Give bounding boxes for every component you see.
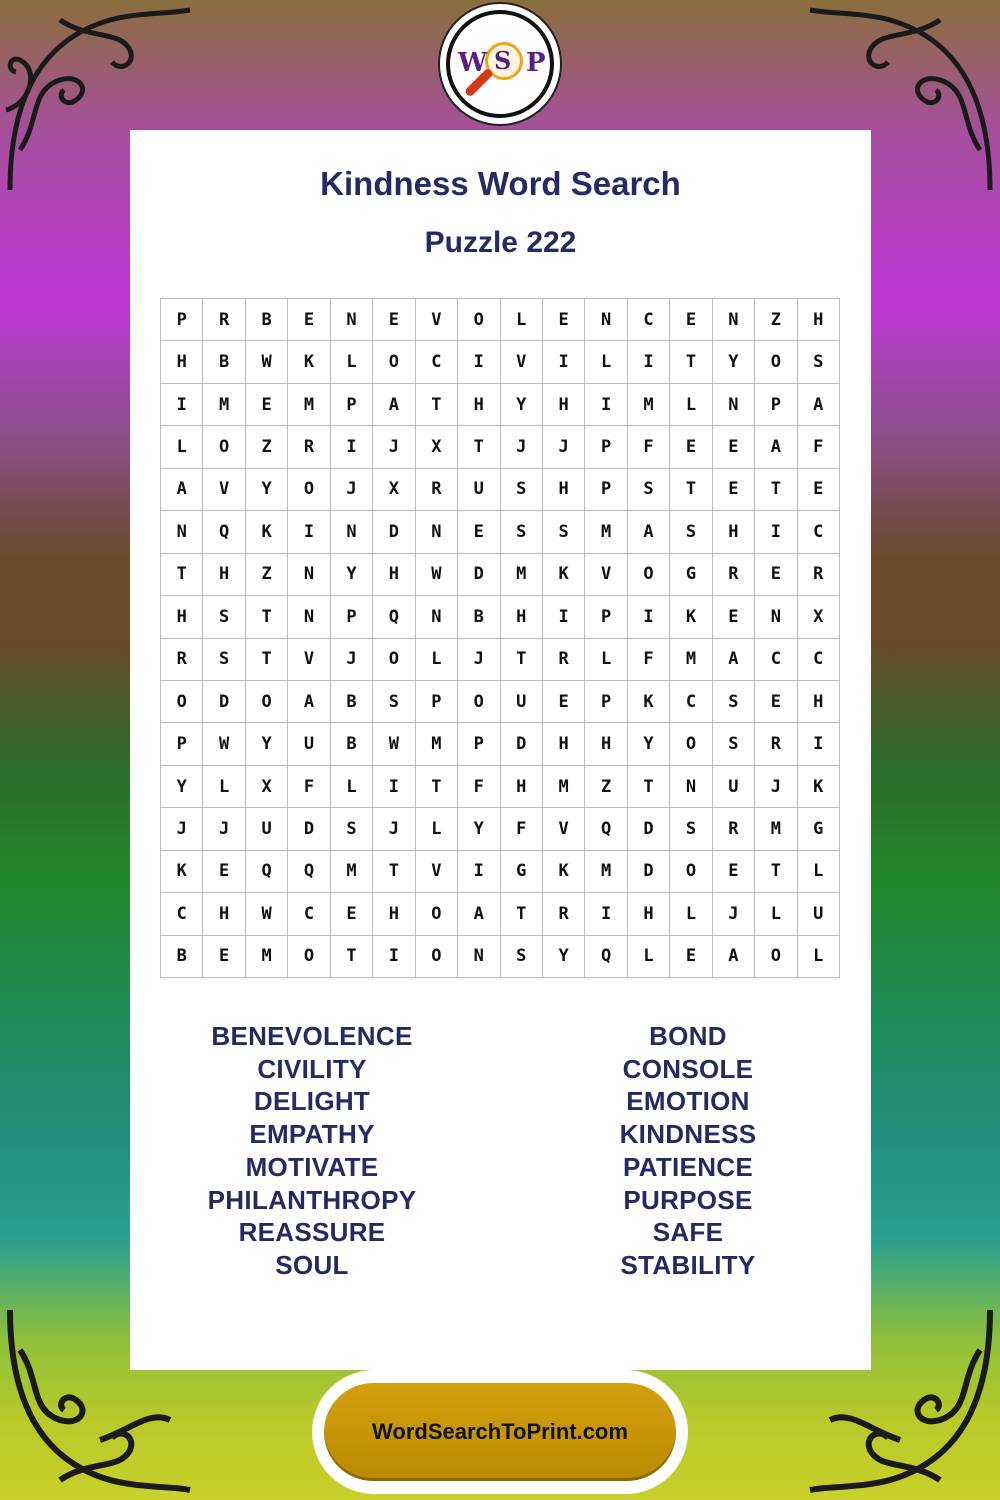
grid-cell[interactable]: R [713, 808, 755, 850]
grid-cell[interactable]: L [670, 384, 712, 426]
grid-cell[interactable]: E [798, 469, 840, 511]
grid-cell[interactable]: L [501, 299, 543, 341]
grid-cell[interactable]: P [755, 384, 797, 426]
grid-cell[interactable]: N [670, 766, 712, 808]
grid-cell[interactable]: E [203, 936, 245, 978]
grid-cell[interactable]: J [543, 426, 585, 468]
grid-cell[interactable]: F [458, 766, 500, 808]
grid-cell[interactable]: C [755, 639, 797, 681]
grid-cell[interactable]: O [288, 469, 330, 511]
grid-cell[interactable]: X [416, 426, 458, 468]
grid-cell[interactable]: Y [713, 341, 755, 383]
grid-cell[interactable]: S [543, 511, 585, 553]
grid-cell[interactable]: V [288, 639, 330, 681]
logo-letter: P [526, 48, 546, 78]
grid-cell[interactable]: H [543, 384, 585, 426]
grid-cell[interactable]: L [331, 341, 373, 383]
grid-cell[interactable]: H [798, 681, 840, 723]
grid-cell[interactable]: S [628, 469, 670, 511]
grid-cell[interactable]: L [203, 766, 245, 808]
grid-cell[interactable]: B [331, 681, 373, 723]
grid-cell[interactable]: Y [246, 469, 288, 511]
grid-cell[interactable]: L [585, 341, 627, 383]
grid-cell[interactable]: O [373, 639, 415, 681]
word-list-item: MOTIVATE [245, 1151, 379, 1182]
grid-cell[interactable]: K [288, 341, 330, 383]
grid-cell[interactable]: I [543, 341, 585, 383]
grid-cell[interactable]: Y [161, 766, 203, 808]
grid-cell[interactable]: P [161, 723, 203, 765]
grid-cell[interactable]: O [670, 851, 712, 893]
grid-cell[interactable]: F [501, 808, 543, 850]
grid-cell[interactable]: E [246, 384, 288, 426]
grid-cell[interactable]: B [246, 299, 288, 341]
word-list-item: SOUL [275, 1249, 349, 1280]
grid-cell[interactable]: S [331, 808, 373, 850]
grid-cell[interactable]: I [585, 384, 627, 426]
grid-cell[interactable]: M [416, 723, 458, 765]
grid-cell[interactable]: X [798, 596, 840, 638]
grid-cell[interactable]: E [203, 851, 245, 893]
grid-cell[interactable]: I [288, 511, 330, 553]
grid-cell[interactable]: I [161, 384, 203, 426]
grid-cell[interactable]: N [331, 299, 373, 341]
grid-cell[interactable]: R [203, 299, 245, 341]
grid-cell[interactable]: D [628, 808, 670, 850]
grid-cell[interactable]: E [373, 299, 415, 341]
grid-cell[interactable]: W [246, 893, 288, 935]
grid-cell[interactable]: R [543, 893, 585, 935]
grid-cell[interactable]: W [373, 723, 415, 765]
grid-cell[interactable]: H [585, 723, 627, 765]
grid-cell[interactable]: R [713, 554, 755, 596]
grid-cell[interactable]: U [713, 766, 755, 808]
grid-cell[interactable]: C [416, 341, 458, 383]
grid-cell[interactable]: E [713, 469, 755, 511]
grid-cell[interactable]: M [543, 766, 585, 808]
grid-cell[interactable]: K [628, 681, 670, 723]
grid-cell[interactable]: O [416, 936, 458, 978]
grid-cell[interactable]: K [670, 596, 712, 638]
grid-cell[interactable]: L [798, 936, 840, 978]
grid-cell[interactable]: Z [585, 766, 627, 808]
grid-cell[interactable]: U [501, 681, 543, 723]
grid-cell[interactable]: S [203, 639, 245, 681]
grid-cell[interactable]: I [798, 723, 840, 765]
grid-cell[interactable]: A [288, 681, 330, 723]
grid-cell[interactable]: H [628, 893, 670, 935]
grid-cell[interactable]: I [458, 851, 500, 893]
grid-cell[interactable]: P [458, 723, 500, 765]
grid-cell[interactable]: N [755, 596, 797, 638]
grid-cell[interactable]: U [246, 808, 288, 850]
grid-cell[interactable]: R [798, 554, 840, 596]
grid-cell[interactable]: Y [501, 384, 543, 426]
grid-cell[interactable]: K [161, 851, 203, 893]
grid-cell[interactable]: O [755, 936, 797, 978]
grid-cell[interactable]: U [458, 469, 500, 511]
grid-cell[interactable]: H [798, 299, 840, 341]
grid-cell[interactable]: S [501, 469, 543, 511]
grid-cell[interactable]: H [373, 893, 415, 935]
grid-cell[interactable]: H [501, 766, 543, 808]
grid-cell[interactable]: E [543, 681, 585, 723]
grid-cell[interactable]: W [416, 554, 458, 596]
grid-cell[interactable]: D [373, 511, 415, 553]
grid-cell[interactable]: T [501, 639, 543, 681]
grid-cell[interactable]: N [416, 511, 458, 553]
grid-cell[interactable]: A [798, 384, 840, 426]
grid-cell[interactable]: M [628, 384, 670, 426]
grid-cell[interactable]: E [713, 426, 755, 468]
grid-cell[interactable]: L [798, 851, 840, 893]
grid-cell[interactable]: X [373, 469, 415, 511]
grid-cell[interactable]: L [585, 639, 627, 681]
grid-cell[interactable]: K [543, 851, 585, 893]
grid-cell[interactable]: M [501, 554, 543, 596]
grid-cell[interactable]: Z [755, 299, 797, 341]
grid-cell[interactable]: E [713, 596, 755, 638]
word-list-right [528, 1020, 848, 1282]
grid-cell[interactable]: A [755, 426, 797, 468]
word-list-item: CONSOLE [622, 1053, 754, 1084]
grid-cell[interactable]: J [755, 766, 797, 808]
grid-cell[interactable]: Y [246, 723, 288, 765]
grid-cell[interactable]: T [161, 554, 203, 596]
grid-cell[interactable]: T [755, 851, 797, 893]
grid-cell[interactable]: Y [331, 554, 373, 596]
grid-cell[interactable]: G [501, 851, 543, 893]
grid-cell[interactable]: T [755, 469, 797, 511]
grid-cell[interactable]: H [373, 554, 415, 596]
grid-cell[interactable]: N [416, 596, 458, 638]
grid-cell[interactable]: H [543, 469, 585, 511]
grid-cell[interactable]: T [458, 426, 500, 468]
grid-cell[interactable]: P [585, 681, 627, 723]
grid-cell[interactable]: A [713, 936, 755, 978]
grid-cell[interactable]: J [373, 426, 415, 468]
grid-cell[interactable]: O [246, 681, 288, 723]
grid-cell[interactable]: N [713, 299, 755, 341]
grid-cell[interactable]: C [798, 511, 840, 553]
word-list-left [152, 1020, 472, 1282]
grid-cell[interactable]: M [331, 851, 373, 893]
grid-cell[interactable]: I [373, 766, 415, 808]
grid-cell[interactable]: T [501, 893, 543, 935]
wsp-logo[interactable] [438, 2, 562, 126]
word-list-item: PATIENCE [622, 1151, 753, 1182]
grid-cell[interactable]: H [203, 893, 245, 935]
grid-cell[interactable]: S [713, 681, 755, 723]
grid-cell[interactable]: J [713, 893, 755, 935]
grid-cell[interactable]: R [161, 639, 203, 681]
grid-cell[interactable]: H [543, 723, 585, 765]
grid-cell[interactable]: T [246, 596, 288, 638]
word-list-item: BOND [649, 1021, 727, 1051]
grid-cell[interactable]: F [798, 426, 840, 468]
grid-cell[interactable]: N [331, 511, 373, 553]
grid-cell[interactable]: L [755, 893, 797, 935]
grid-cell[interactable]: I [543, 596, 585, 638]
grid-cell[interactable]: A [713, 639, 755, 681]
logo-letter: S [494, 46, 512, 75]
grid-cell[interactable]: L [161, 426, 203, 468]
grid-cell[interactable]: I [585, 893, 627, 935]
grid-cell[interactable]: T [416, 766, 458, 808]
grid-cell[interactable]: C [628, 299, 670, 341]
grid-cell[interactable]: K [798, 766, 840, 808]
grid-cell[interactable]: O [755, 341, 797, 383]
grid-cell[interactable]: R [755, 723, 797, 765]
word-list-item: KINDNESS [619, 1119, 757, 1150]
grid-cell[interactable]: H [713, 511, 755, 553]
grid-cell[interactable]: L [670, 893, 712, 935]
grid-cell[interactable]: J [331, 639, 373, 681]
grid-cell[interactable]: E [755, 681, 797, 723]
grid-cell[interactable]: O [161, 681, 203, 723]
word-list-item: CIVILITY [257, 1053, 367, 1084]
grid-cell[interactable]: N [458, 936, 500, 978]
grid-cell[interactable]: M [755, 808, 797, 850]
grid-cell[interactable]: P [585, 426, 627, 468]
grid-cell[interactable]: S [670, 511, 712, 553]
grid-cell[interactable]: V [416, 299, 458, 341]
grid-cell[interactable]: Q [203, 511, 245, 553]
grid-cell[interactable]: Q [288, 851, 330, 893]
grid-cell[interactable]: H [501, 596, 543, 638]
grid-cell[interactable]: C [670, 681, 712, 723]
grid-cell[interactable]: B [458, 596, 500, 638]
grid-cell[interactable]: V [543, 808, 585, 850]
page-title: Kindness Word Search [320, 165, 681, 202]
grid-cell[interactable]: V [203, 469, 245, 511]
grid-cell[interactable]: C [798, 639, 840, 681]
grid-cell[interactable]: H [203, 554, 245, 596]
grid-cell[interactable]: D [203, 681, 245, 723]
grid-cell[interactable]: S [670, 808, 712, 850]
grid-cell[interactable]: W [246, 341, 288, 383]
grid-cell[interactable]: D [501, 723, 543, 765]
word-list-item: SAFE [652, 1217, 724, 1248]
grid-cell[interactable]: O [416, 893, 458, 935]
grid-cell[interactable]: Z [246, 426, 288, 468]
grid-cell[interactable]: T [331, 936, 373, 978]
grid-cell[interactable]: L [416, 639, 458, 681]
grid-cell[interactable]: I [458, 341, 500, 383]
grid-cell[interactable]: O [628, 554, 670, 596]
puzzle-number: Puzzle 222 [424, 226, 577, 259]
grid-cell[interactable]: E [543, 299, 585, 341]
grid-cell[interactable]: K [246, 511, 288, 553]
grid-cell[interactable]: S [501, 511, 543, 553]
grid-cell[interactable]: I [628, 341, 670, 383]
grid-cell[interactable]: N [288, 596, 330, 638]
grid-cell[interactable]: A [373, 384, 415, 426]
grid-cell[interactable]: M [585, 851, 627, 893]
grid-cell[interactable]: O [288, 936, 330, 978]
grid-cell[interactable]: J [501, 426, 543, 468]
grid-cell[interactable]: D [628, 851, 670, 893]
grid-cell[interactable]: Y [543, 936, 585, 978]
grid-cell[interactable]: D [288, 808, 330, 850]
grid-cell[interactable]: V [585, 554, 627, 596]
grid-cell[interactable]: J [458, 639, 500, 681]
grid-cell[interactable]: Q [246, 851, 288, 893]
grid-cell[interactable]: M [585, 511, 627, 553]
grid-cell[interactable]: M [203, 384, 245, 426]
grid-cell[interactable]: I [755, 511, 797, 553]
grid-cell[interactable]: H [161, 341, 203, 383]
grid-cell[interactable]: S [373, 681, 415, 723]
grid-cell[interactable]: H [161, 596, 203, 638]
grid-cell[interactable]: P [585, 596, 627, 638]
grid-cell[interactable]: O [203, 426, 245, 468]
grid-cell[interactable]: E [713, 851, 755, 893]
grid-cell[interactable]: T [670, 341, 712, 383]
grid-cell[interactable]: Q [585, 936, 627, 978]
grid-cell[interactable]: N [288, 554, 330, 596]
grid-cell[interactable]: E [458, 511, 500, 553]
grid-cell[interactable]: S [501, 936, 543, 978]
grid-cell[interactable]: I [373, 936, 415, 978]
grid-cell[interactable]: U [798, 893, 840, 935]
grid-cell[interactable]: S [798, 341, 840, 383]
word-list-item: EMOTION [626, 1086, 750, 1117]
grid-cell[interactable]: T [628, 766, 670, 808]
logo-letter: W [458, 48, 488, 78]
grid-cell[interactable]: G [798, 808, 840, 850]
grid-cell[interactable]: A [161, 469, 203, 511]
grid-cell[interactable]: K [543, 554, 585, 596]
grid-cell[interactable]: E [755, 554, 797, 596]
grid-cell[interactable]: O [458, 299, 500, 341]
grid-cell[interactable]: L [331, 766, 373, 808]
grid-cell[interactable]: J [373, 808, 415, 850]
grid-cell[interactable]: V [501, 341, 543, 383]
grid-cell[interactable]: F [628, 639, 670, 681]
word-list-item: EMPATHY [249, 1119, 375, 1150]
grid-cell[interactable]: E [670, 936, 712, 978]
grid-cell[interactable]: D [458, 554, 500, 596]
grid-cell[interactable]: T [416, 384, 458, 426]
grid-cell[interactable]: T [670, 469, 712, 511]
grid-cell[interactable]: E [670, 299, 712, 341]
grid-cell[interactable]: I [628, 596, 670, 638]
grid-cell[interactable]: N [161, 511, 203, 553]
grid-cell[interactable]: B [161, 936, 203, 978]
grid-cell[interactable]: F [288, 766, 330, 808]
grid-cell[interactable]: J [331, 469, 373, 511]
site-link-button[interactable]: WordSearchToPrint.com [324, 1383, 676, 1481]
grid-cell[interactable]: N [713, 384, 755, 426]
grid-cell[interactable]: Z [246, 554, 288, 596]
grid-cell[interactable]: N [585, 299, 627, 341]
word-list-item: REASSURE [238, 1217, 386, 1248]
grid-cell[interactable]: H [458, 384, 500, 426]
grid-cell[interactable]: P [161, 299, 203, 341]
grid-cell[interactable]: Q [373, 596, 415, 638]
grid-cell[interactable]: P [416, 681, 458, 723]
grid-cell[interactable]: R [288, 426, 330, 468]
grid-cell[interactable]: O [373, 341, 415, 383]
grid-cell[interactable]: O [670, 723, 712, 765]
word-list-item: PURPOSE [623, 1184, 753, 1215]
grid-cell[interactable]: E [288, 299, 330, 341]
grid-cell[interactable]: G [670, 554, 712, 596]
grid-cell[interactable]: J [203, 808, 245, 850]
grid-cell[interactable]: W [203, 723, 245, 765]
grid-cell[interactable]: O [458, 681, 500, 723]
grid-cell[interactable]: T [373, 851, 415, 893]
grid-cell[interactable]: Y [458, 808, 500, 850]
grid-cell[interactable]: C [161, 893, 203, 935]
grid-cell[interactable]: Y [628, 723, 670, 765]
grid-cell[interactable]: U [288, 723, 330, 765]
grid-cell[interactable]: R [416, 469, 458, 511]
grid-cell[interactable]: X [246, 766, 288, 808]
grid-cell[interactable]: E [670, 426, 712, 468]
word-list-item: BENEVOLENCE [211, 1021, 413, 1051]
grid-cell[interactable]: A [458, 893, 500, 935]
grid-cell[interactable]: P [585, 469, 627, 511]
grid-cell[interactable]: P [331, 384, 373, 426]
grid-cell[interactable]: B [203, 341, 245, 383]
grid-cell[interactable]: L [628, 936, 670, 978]
grid-cell[interactable]: V [416, 851, 458, 893]
grid-cell[interactable]: C [288, 893, 330, 935]
grid-cell[interactable]: A [628, 511, 670, 553]
grid-cell[interactable]: S [713, 723, 755, 765]
word-list-item: PHILANTHROPY [207, 1184, 417, 1215]
grid-cell[interactable]: T [246, 639, 288, 681]
letter-grid [160, 298, 840, 978]
grid-cell[interactable]: R [543, 639, 585, 681]
grid-cell[interactable]: L [416, 808, 458, 850]
grid-cell[interactable]: Q [585, 808, 627, 850]
grid-cell[interactable]: J [161, 808, 203, 850]
word-list-item: STABILITY [620, 1249, 756, 1280]
grid-cell[interactable]: P [331, 596, 373, 638]
word-list-item: DELIGHT [253, 1086, 371, 1117]
grid-cell[interactable]: M [246, 936, 288, 978]
grid-cell[interactable]: M [670, 639, 712, 681]
grid-cell[interactable]: B [331, 723, 373, 765]
grid-cell[interactable]: S [203, 596, 245, 638]
grid-cell[interactable]: E [331, 893, 373, 935]
grid-cell[interactable]: I [331, 426, 373, 468]
grid-cell[interactable]: M [288, 384, 330, 426]
grid-cell[interactable]: F [628, 426, 670, 468]
